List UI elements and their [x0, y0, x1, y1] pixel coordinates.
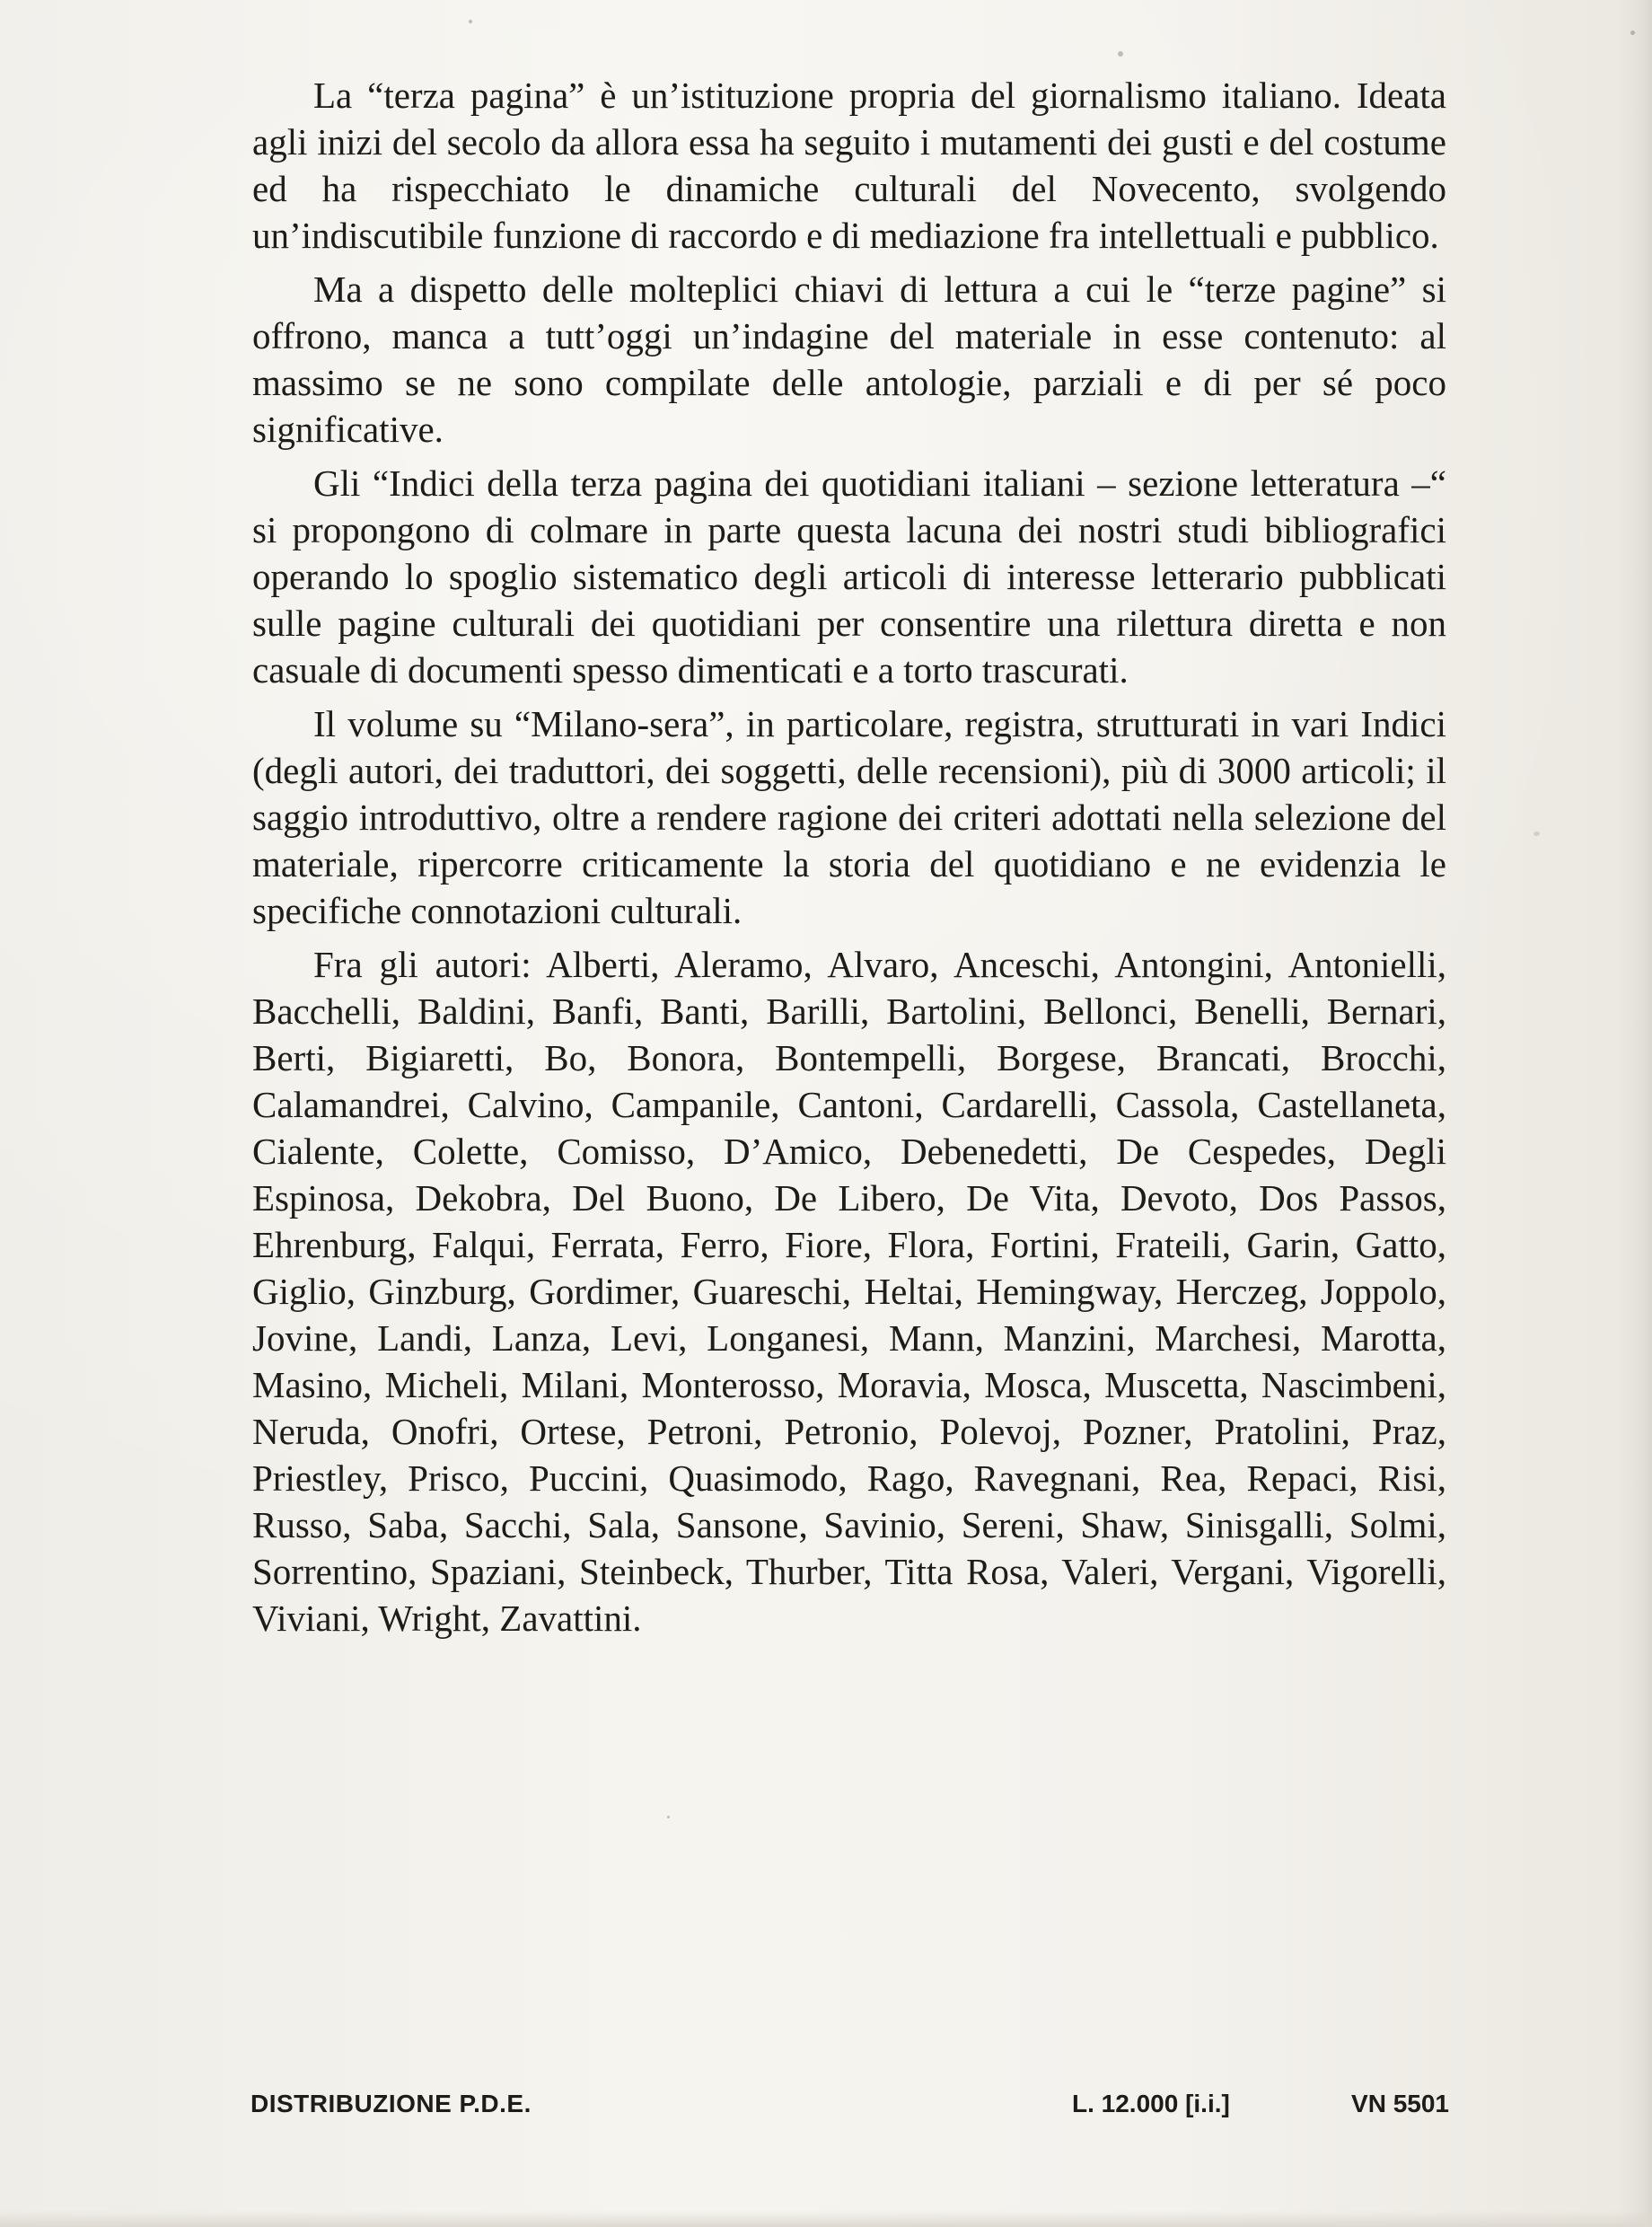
- cover-footer: [250, 2090, 1449, 2126]
- paragraph-milano-sera: Il volume su “Milano-sera”, in particolare, registra, strutturati in vari Indici (degli autori, dei traduttori, dei soggetti, delle recensioni), più di 3000 articoli; il saggio introduttivo, oltre a rendere ragione dei criteri adottati nella selezione del materiale, ripercorre criticamente la storia del quotidiano e ne evidenzia le specifiche connotazioni culturali.: [252, 703, 1446, 931]
- distribution-label: DISTRIBUZIONE P.D.E.: [250, 2090, 532, 2117]
- price-label: L. 12.000 [i.i.]: [1072, 2090, 1230, 2117]
- page-bottom-shadow: [0, 2211, 1652, 2227]
- paragraph-indici: Gli “Indici della terza pagina dei quotidiani italiani – sezione letteratura –“ si propongono di colmare in parte questa lacuna dei nostri studi bibliografici operando lo spoglio sistematico degli articoli di interesse letterario pubblicati sulle pagine culturali dei quotidiani per consentire una rilettura diretta e non casuale di documenti spesso dimenticati e a torto trascurati.: [252, 462, 1446, 691]
- paragraph-authors: Fra gli autori: Alberti, Aleramo, Alvaro, Anceschi, Antongini, Antonielli, Bacchelli, Baldini, Banfi, Banti, Barilli, Bartolini, Bellonci, Benelli, Bernari, Berti, Bigiaretti, Bo, Bonora, Bontempelli, Borgese, Brancati, Brocchi, Calamandrei, Calvino, Campanile, Cantoni, Cardarelli, Cassola, Castellaneta, Cialente, Colette, Comisso, D’Amico, Debenedetti, De Cespedes, Degli Espinosa, Dekobra, Del Buono, De Libero, De Vita, Devoto, Dos Passos, Ehrenburg, Falqui, Ferrata, Ferro, Fiore, Flora, Fortini, Frateili, Garin, Gatto, Giglio, Ginzburg, Gordimer, Guareschi, Heltai, Hemingway, Herczeg, Joppolo, Jovine, Landi, Lanza, Levi, Longanesi, Mann, Manzini, Marchesi, Marotta, Masino, Micheli, Milani, Monterosso, Moravia, Mosca, Muscetta, Nascimbeni, Neruda, Onofri, Ortese, Petroni, Petronio, Polevoj, Pozner, Pratolini, Praz, Priestley, Prisco, Puccini, Quasimodo, Rago, Ravegnani, Rea, Repaci, Risi, Russo, Saba, Sacchi, Sala, Sansone, Savinio, Sereni, Shaw, Sinisgalli, Solmi, Sorrentino, Spaziani, Steinbeck, Thurber, Titta Rosa, Valeri, Vergani, Vigorelli, Viviani, Wright, Zavattini.: [252, 944, 1446, 1639]
- catalog-code: VN 5501: [1351, 2090, 1449, 2117]
- page-edge-shadow: [1620, 0, 1652, 2227]
- dust-speck: [667, 1816, 670, 1818]
- dust-speck: [1630, 31, 1635, 35]
- dust-speck: [1118, 51, 1123, 57]
- paragraph-terze-pagine: Ma a dispetto delle molteplici chiavi di lettura a cui le “terze pagine” si offrono, manca a tutt’oggi un’indagine del materiale in esse contenuto: al massimo se ne sono compilate delle antologie, parziali e di per sé poco significative.: [252, 268, 1446, 450]
- paragraph-intro: La “terza pagina” è un’istituzione propria del giornalismo italiano. Ideata agli inizi del secolo da allora essa ha seguito i mutamenti dei gusti e del costume ed ha rispecchiato le dinamiche culturali del Novecento, svolgendo un’indiscutibile funzione di raccordo e di mediazione fra intellettuali e pubblico.: [252, 75, 1446, 256]
- description-text: [252, 72, 1446, 1649]
- dust-speck: [1533, 832, 1540, 836]
- dust-speck: [469, 20, 472, 23]
